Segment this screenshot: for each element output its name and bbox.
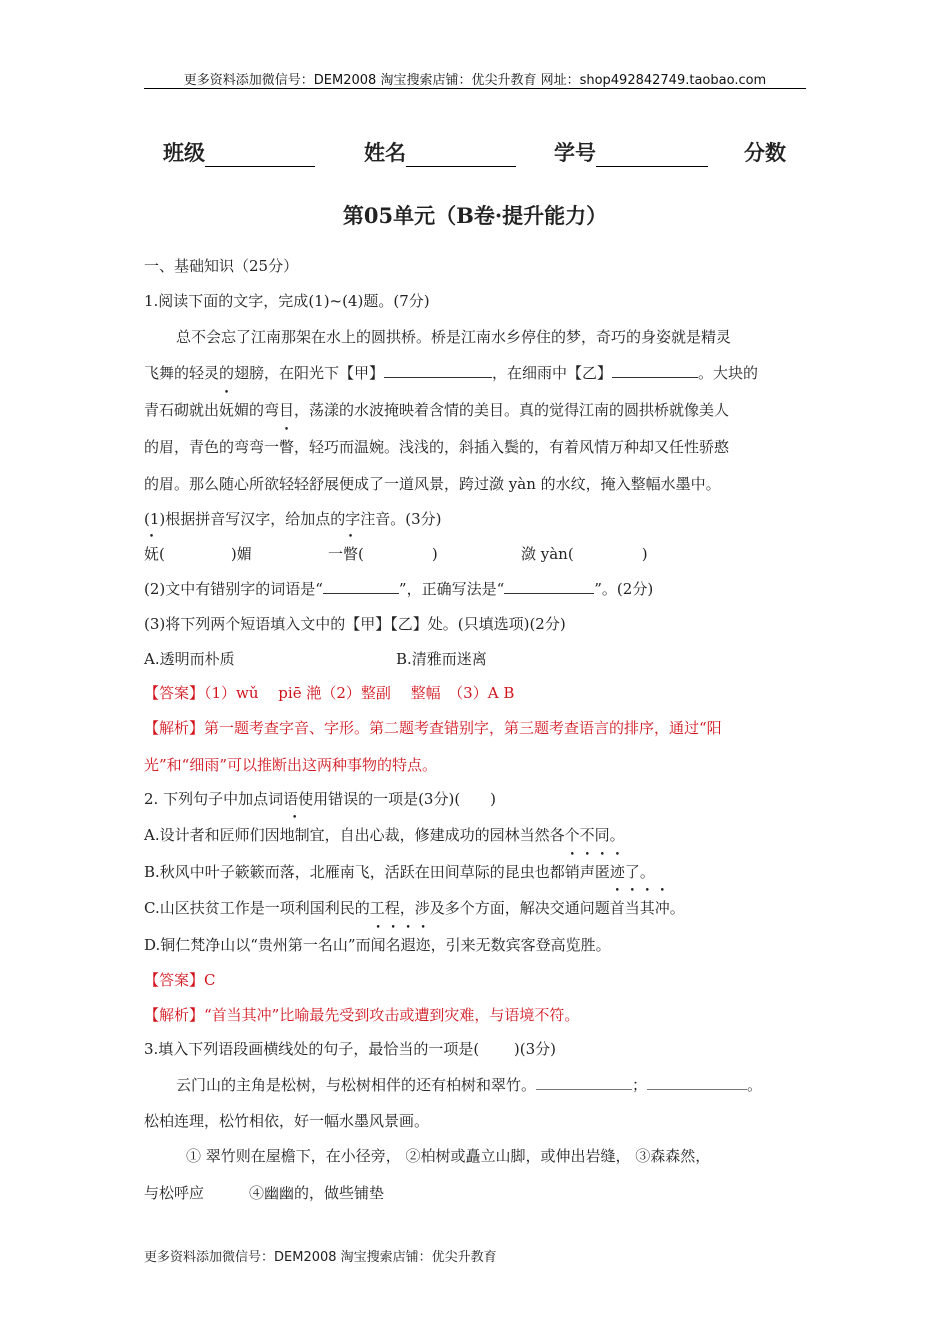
page-title: 第05单元（B卷·提升能力） (342, 203, 608, 228)
dotted-char: 瞥 (279, 438, 295, 456)
page-footer: 更多资料添加微信号：DEM2008 淘宝搜索店铺：优尖升教育 (144, 1250, 497, 1265)
name-field (364, 137, 516, 167)
name-blank[interactable] (406, 144, 516, 167)
class-field (163, 137, 315, 167)
q1-passage-line: 飞舞的轻灵的翅膀，在阳光下【甲】 ，在细雨中【乙】 。大块的 (144, 364, 759, 382)
q1-sub1-blank3: 潋 yàn( ) (521, 545, 648, 563)
class-label: 班级 (163, 140, 205, 165)
q1-passage-line: 的眉。那么随心所欲轻轻舒展便成了一道风景，跨过潋 yàn 的水纹，掩入整幅水墨中。 (144, 475, 721, 493)
score-label: 分数 (744, 140, 786, 165)
q1-sub1: (1)根据拼音写汉字，给加点的字注音。(3分) (144, 510, 442, 528)
blank-jia[interactable] (384, 363, 492, 378)
dotted-phrase: 闻名遐迩 (370, 936, 431, 954)
q3-blank-1[interactable] (536, 1075, 632, 1090)
page-header: 更多资料添加微信号：DEM2008 淘宝搜索店铺：优尖升教育 网址：shop492842749.taobao.com (183, 73, 767, 88)
q2-option-c: C.山区扶贫工作是一项利国利民的工程，涉及多个方面，解决交通问题首当其冲。 (144, 899, 685, 917)
q2-stem: 2. 下列句子中加点词语使用错误的一项是(3分)( ) (144, 790, 497, 808)
header-rule (144, 88, 806, 89)
q1-sub1-blank2: 一瞥( ) (328, 545, 438, 563)
q1-passage-line: 青石砌就出妩媚的弯目，荡漾的水波掩映着含情的美目。真的觉得江南的圆拱桥就像美人 (144, 401, 730, 419)
q3-options-cont: 与松呼应 ④幽幽的，做些铺垫 (144, 1184, 385, 1202)
option-b: B.清雅而迷离 (396, 650, 487, 668)
q1-answer: 【答案】（1）wǔ piē 滟（2）整副 整幅 （3）A B (144, 684, 515, 702)
dotted-phrase: 销声匿迹 (564, 863, 625, 881)
q1-sub3: (3)将下列两个短语填入文中的【甲】【乙】处。(只填选项)(2分) (144, 615, 566, 633)
q1-sub1-blanks: 妩( )媚 (144, 545, 252, 563)
q1-sub2: (2)文中有错别字的词语是“ ”，正确写法是“ ”。(2分) (144, 580, 654, 598)
class-blank[interactable] (205, 144, 315, 167)
q3-stem: 3.填入下列语段画横线处的句子，最恰当的一项是( )(3分) (144, 1040, 557, 1058)
q3-passage-cont: 松柏连理，松竹相依，好一幅水墨风景画。 (144, 1112, 430, 1130)
q2-option-b: B.秋风中叶子簌簌而落，北雁南飞，活跃在田间草际的昆虫也都销声匿迹了。 (144, 863, 655, 881)
dotted-char: 瞥 (343, 545, 359, 563)
id-label: 学号 (554, 140, 596, 165)
id-blank[interactable] (596, 144, 708, 167)
q1-analysis: 【解析】第一题考查字音、字形。第二题考查错别字，第三题考查语言的排序，通过“阳 (144, 719, 722, 737)
q1-passage-line: 总不会忘了江南那架在水上的圆拱桥。桥是江南水乡停住的梦，奇巧的身姿就是精灵 (176, 328, 732, 346)
name-label: 姓名 (364, 140, 406, 165)
q2-option-a: A.设计者和匠师们因地制宜，自出心裁，修建成功的园林当然各个不同。 (144, 826, 625, 844)
q2-answer: 【答案】C (144, 971, 216, 989)
option-a: A.透明而朴质 (144, 650, 235, 668)
section-heading: 一、基础知识（25分） (144, 257, 299, 275)
q2-analysis: 【解析】“首当其冲”比喻最先受到攻击或遭到灾难，与语境不符。 (144, 1006, 580, 1024)
dotted-phrase: 首当其冲 (609, 899, 670, 917)
id-field (554, 137, 708, 167)
q1-stem: 1.阅读下面的文字，完成(1)~(4)题。(7分) (144, 292, 430, 310)
q1-analysis-cont: 光”和“细雨”可以推断出这两种事物的特点。 (144, 756, 438, 774)
blank-correct-word[interactable] (504, 579, 594, 594)
dotted-char: 妩 (144, 545, 160, 563)
q3-blank-2[interactable] (647, 1075, 747, 1090)
dotted-phrase: 因地制宜 (264, 826, 325, 844)
blank-yi[interactable] (612, 363, 698, 378)
q1-passage-line: 的眉，青色的弯弯一瞥，轻巧而温婉。浅浅的，斜插入鬓的，有着风情万种却又任性骄憨 (144, 438, 730, 456)
q2-option-d: D.铜仁梵净山以“贵州第一名山”而闻名遐迩，引来无数宾客登高览胜。 (144, 936, 611, 954)
q3-options: ① 翠竹则在屋檐下，在小径旁， ②柏树或矗立山脚，或伸出岩缝， ③森森然， (186, 1147, 711, 1165)
dotted-char: 妩 (219, 401, 235, 419)
blank-wrong-word[interactable] (323, 579, 399, 594)
q3-passage: 云门山的主角是松树，与松树相伴的还有柏树和翠竹。 ； 。 (176, 1076, 763, 1094)
